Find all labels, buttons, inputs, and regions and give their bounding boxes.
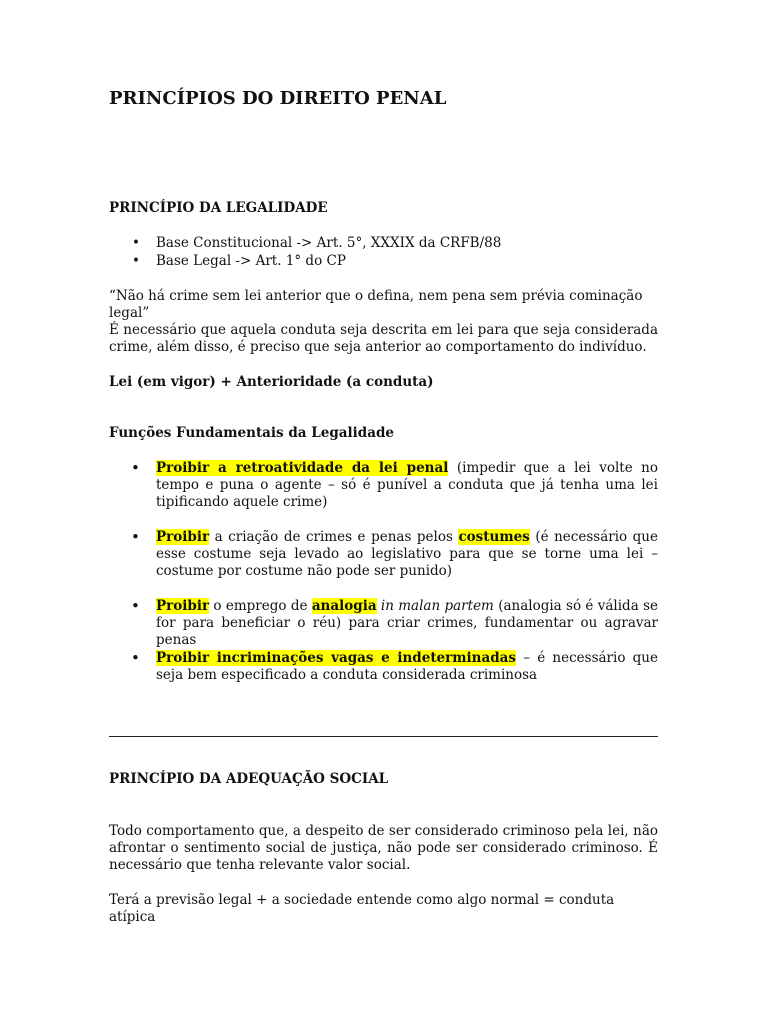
section-heading-legalidade: PRINCÍPIO DA LEGALIDADE	[109, 200, 328, 216]
list-item	[109, 529, 658, 580]
highlight: Proibir	[156, 598, 210, 614]
legalidade-paragraph: É necessário que aquela conduta seja descrita em lei para que seja considerada crime, além disso, é preciso que seja anterior ao comportamento do indivíduo.	[109, 322, 658, 355]
bullet-icon: •	[131, 528, 140, 546]
base-constitucional: Base Constitucional -> Art. 5°, XXXIX da CRFB/88	[156, 235, 502, 251]
highlight: costumes	[458, 529, 530, 545]
funcao-rest: – é necessário que seja bem especificado a conduta considerada criminosa	[156, 650, 658, 683]
bullet-icon: •	[131, 459, 140, 477]
highlight: Proibir incriminações vagas e indeterminadas	[156, 650, 517, 666]
adequacao-formula: Terá a previsão legal + a sociedade entende como algo normal = conduta atípica	[109, 892, 615, 925]
funcao-mid: a criação de crimes e penas pelos	[209, 529, 459, 545]
funcao-text	[156, 460, 658, 511]
bullet-icon: •	[132, 235, 140, 251]
list-item	[109, 650, 658, 684]
funcoes-heading: Funções Fundamentais da Legalidade	[109, 425, 394, 441]
bullet-icon: •	[131, 649, 140, 667]
legalidade-formula: Lei (em vigor) + Anterioridade (a conduta)	[109, 374, 434, 390]
funcao-rest: (impedir que a lei volte no tempo e puna o agente – só é punível a conduta que já tenha uma lei tipificando aquele crime)	[156, 460, 658, 510]
base-legal: Base Legal -> Art. 1° do CP	[156, 253, 346, 269]
funcao-text	[156, 598, 658, 649]
list-item	[109, 253, 658, 271]
funcao-text	[156, 529, 658, 580]
bullet-icon: •	[132, 253, 140, 269]
bullet-icon: •	[131, 597, 140, 615]
funcao-text	[156, 650, 658, 684]
funcao-rest: (analogia só é válida se for para beneficiar o réu) para criar crimes, fundamentar ou agravar penas	[156, 598, 658, 648]
list-item	[109, 598, 658, 649]
adequacao-paragraph: Todo comportamento que, a despeito de ser considerado criminoso pela lei, não afrontar o sentimento social de justiça, não pode ser considerado criminoso. É necessário que tenha relevante valor social.	[109, 823, 658, 873]
funcao-mid: o emprego de	[209, 598, 312, 614]
horizontal-divider	[109, 736, 658, 737]
section-heading-adequacao: PRINCÍPIO DA ADEQUAÇÃO SOCIAL	[109, 771, 389, 787]
quote-text: “Não há crime sem lei anterior que o defina, nem pena sem prévia cominação legal”	[109, 288, 643, 321]
funcao-rest: (é necessário que esse costume seja levado ao legislativo para que se torne uma lei – costume por costume não pode ser punido)	[156, 529, 658, 579]
highlight: Proibir	[156, 529, 210, 545]
list-item	[109, 460, 658, 511]
bases-list	[109, 235, 658, 271]
page-title: PRINCÍPIOS DO DIREITO PENAL	[109, 88, 447, 109]
highlight: analogia	[311, 598, 377, 614]
funcao-italic: in malan partem	[376, 598, 494, 614]
highlight: Proibir a retroatividade da lei penal	[156, 460, 449, 476]
list-item	[109, 235, 658, 253]
